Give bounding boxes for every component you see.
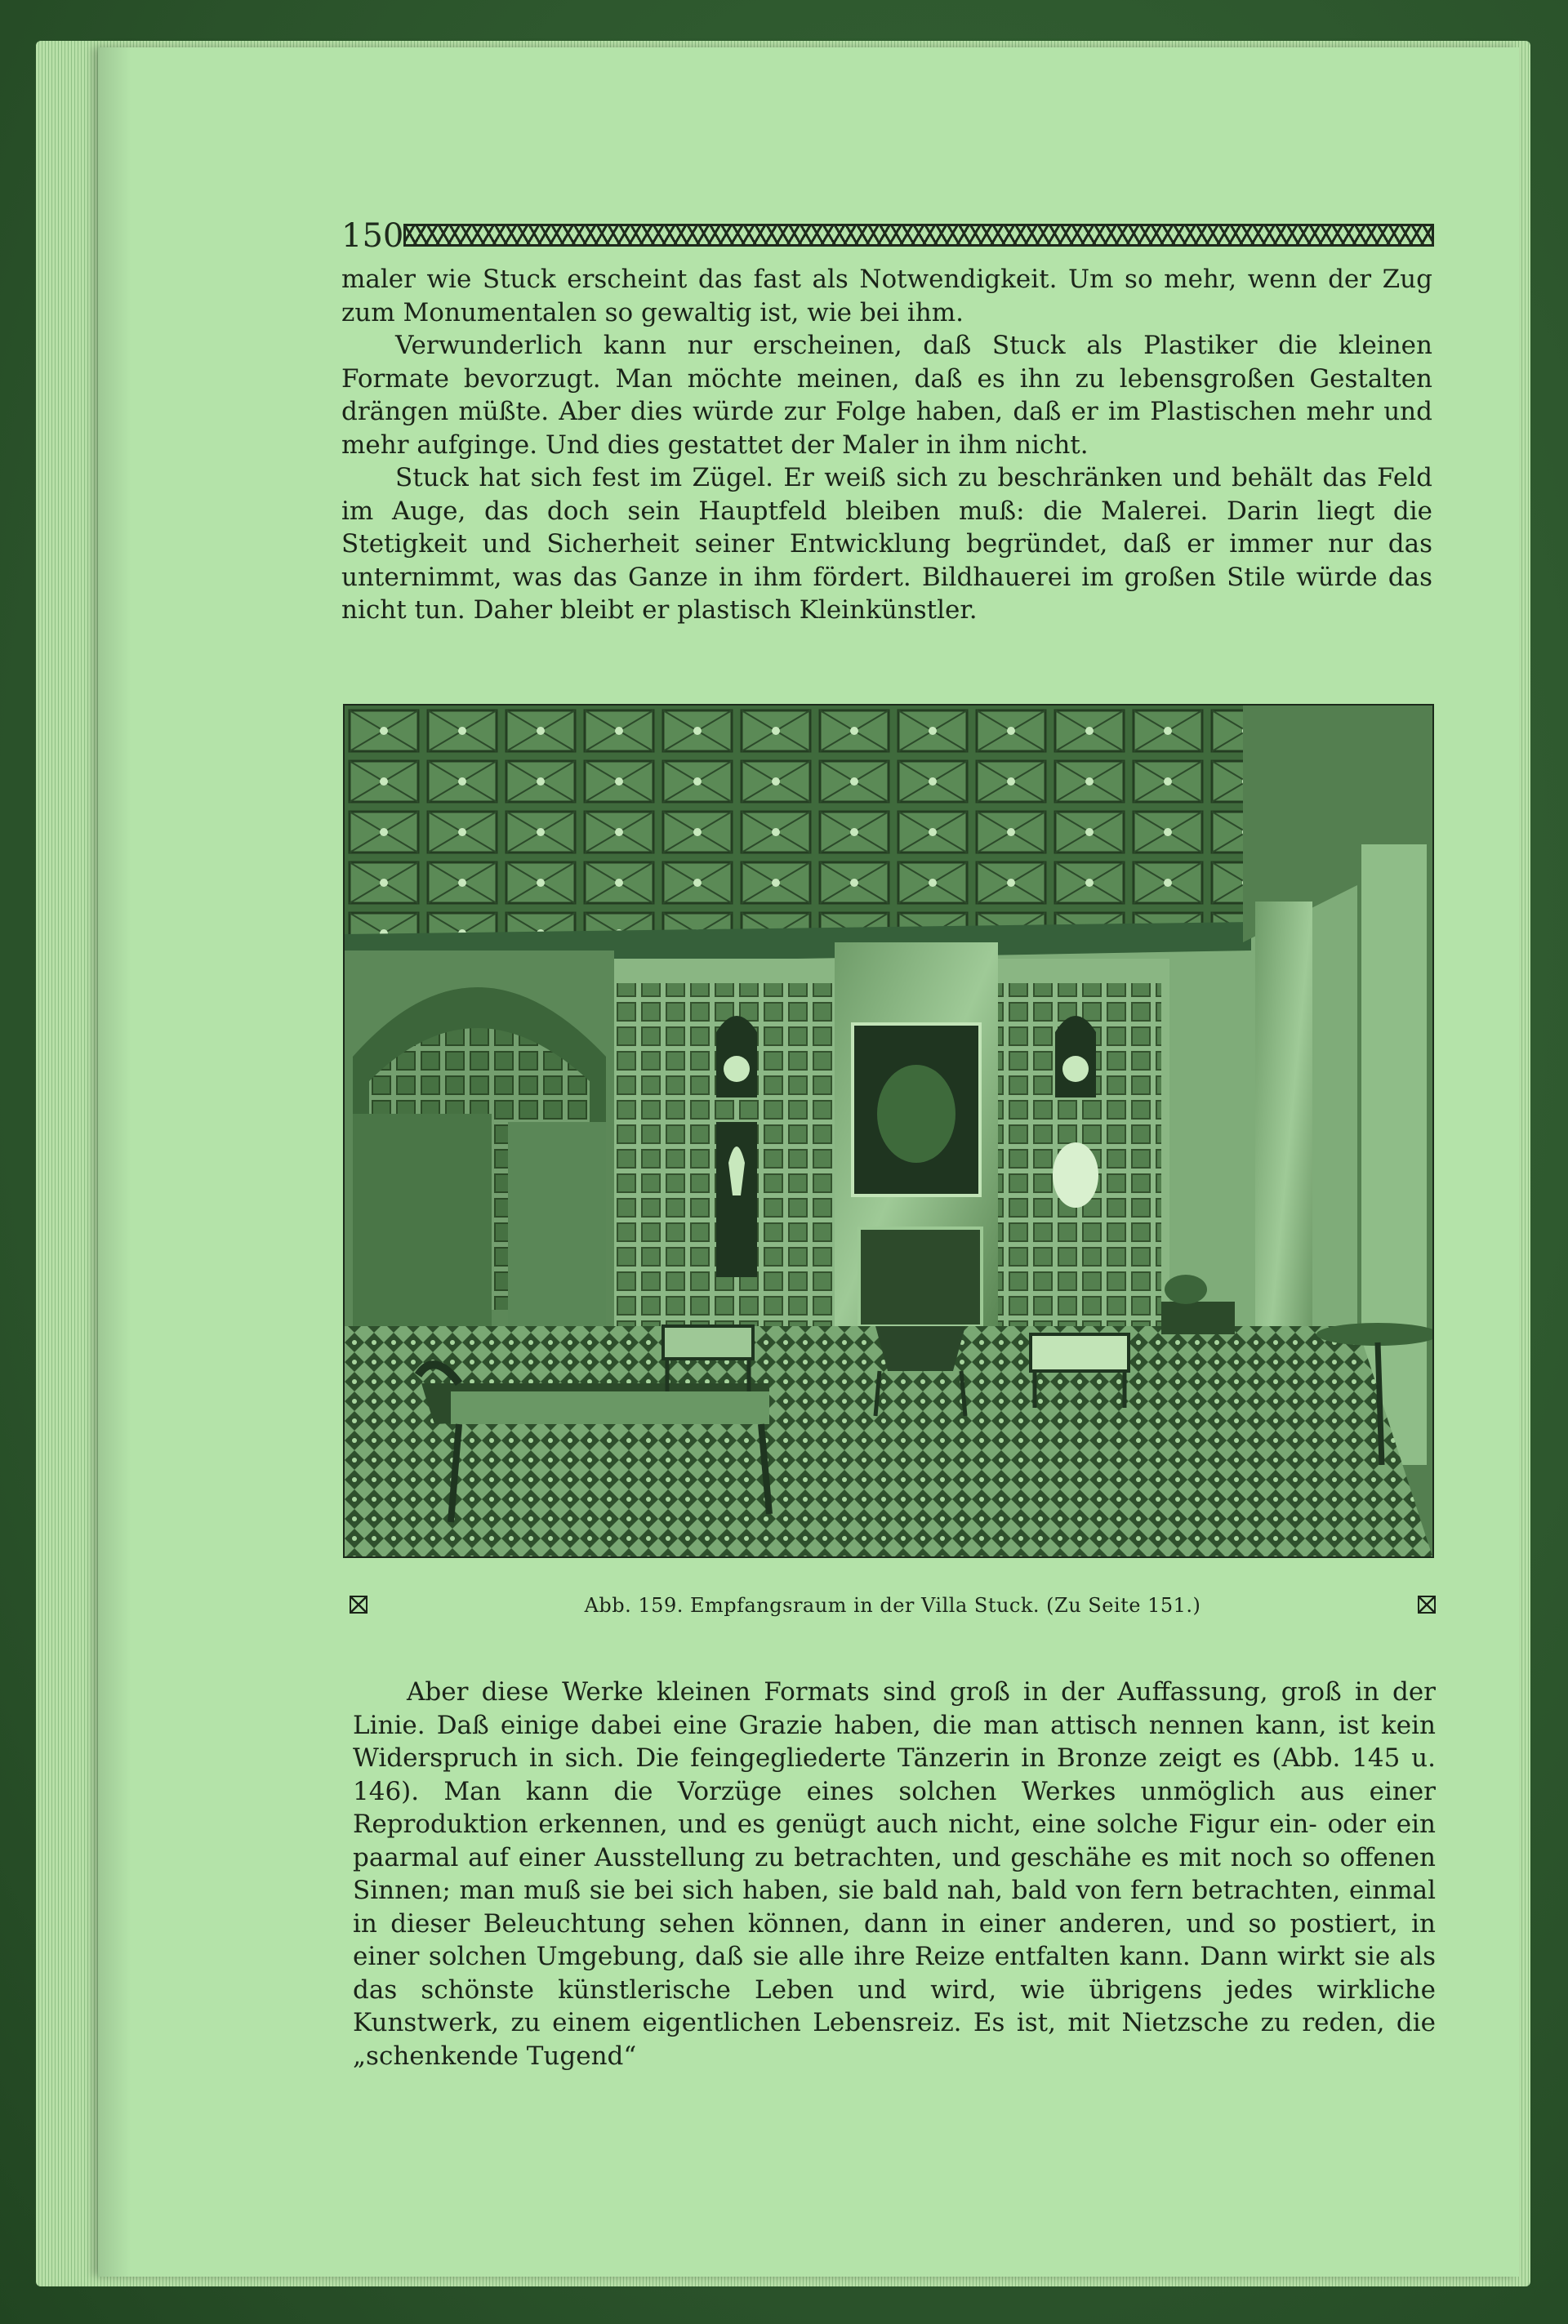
paragraph: Verwunderlich kann nur erscheinen, daß Stuck als Plastiker die kleinen Formate bevorzugt. Man möchte meinen, daß es ihn zu lebensgroßen Gestalten drängen müßte. Aber dies würde zur Folge haben, daß er im Plastischen mehr und mehr aufginge. Und dies gestattet der Maler in ihm nicht. [341, 331, 1432, 460]
figure-caption: Abb. 159. Empfangsraum in der Villa Stuck. (Zu Seite 151.) [584, 1594, 1201, 1617]
caption-marker-icon [350, 1596, 368, 1614]
figure-photograph [343, 704, 1434, 1558]
figure-caption-row [350, 1594, 1436, 1618]
reception-room-illustration [345, 706, 1432, 1556]
paragraph: Stuck hat sich fest im Zügel. Er weiß sich zu beschränken und behält das Feld im Auge, das doch sein Hauptfeld bleiben muß: die Malerei. Darin liegt die Stetigkeit und Sicherheit seiner Entwicklung begründet, daß er immer nur das unternimmt, was das Ganze in ihm fördert. Bildhauerei im großen Stile würde das nicht tun. Daher bleibt er plastisch Kleinkünstler. [341, 463, 1432, 625]
page-number: 150 [341, 217, 404, 255]
paragraph: Aber diese Werke kleinen Formats sind groß in der Auffassung, groß in der Linie. Daß einige dabei eine Grazie haben, die man attisch nennen kann, ist kein Widerspruch in sich. Die feingegliederte Tänzerin in Bronze zeigt es (Abb. 145 u. 146). Man kann die Vorzüge eines solchen Werkes unmöglich aus einer Reproduktion erkennen, und es genügt auch nicht, eine solche Figur ein- oder ein paarmal auf einer Ausstellung zu betrachten, und geschähe es mit noch so offenen Sinnen; man muß sie bei sich haben, sie bald nah, bald von fern betrachten, einmal in dieser Beleuchtung sehen können, dann in einer anderen, und so postiert, in einer solchen Umgebung, daß sie alle ihre Reize entfalten kann. Dann wirkt sie als das schönste künstlerische Leben und wird, wie übrigens jedes wirkliche Kunstwerk, zu einem eigentlichen Lebensreiz. Es ist, mit Nietzsche zu reden, die „schenkende Tugend“ [353, 1677, 1436, 2071]
paragraph: maler wie Stuck erscheint das fast als Notwendigkeit. Um so mehr, wenn der Zug zum Monumentalen so gewaltig ist, wie bei ihm. [341, 265, 1432, 327]
caption-marker-icon [1418, 1596, 1436, 1614]
spine-shadow [98, 47, 131, 2277]
bottom-text [353, 1676, 1436, 2072]
header-ornament [403, 224, 1434, 247]
top-text [341, 263, 1432, 627]
page-header [341, 219, 1436, 253]
